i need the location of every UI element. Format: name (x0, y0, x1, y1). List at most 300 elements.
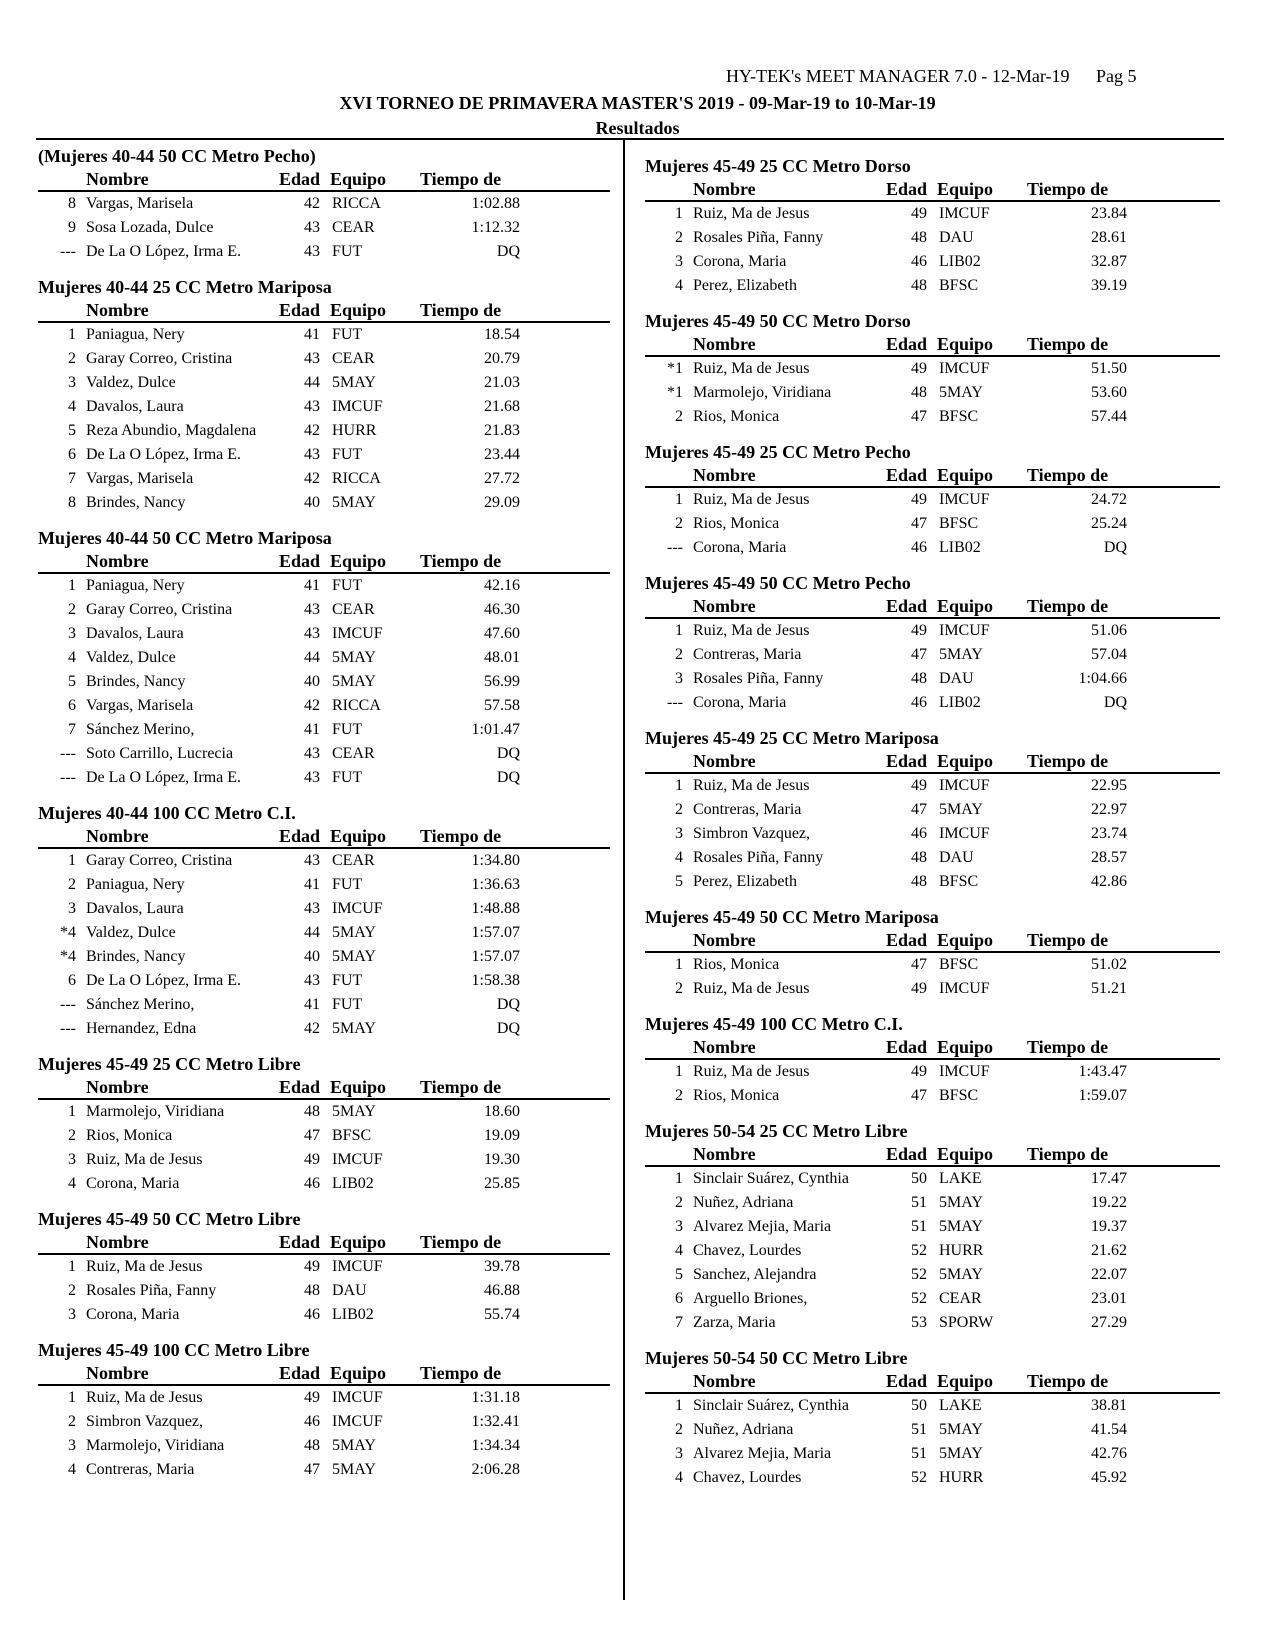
age: 41 (304, 996, 320, 1013)
age: 48 (911, 384, 927, 401)
column-header-row (38, 550, 610, 574)
column-header-row (645, 1143, 1220, 1167)
age: 49 (911, 360, 927, 377)
time: 41.54 (1091, 1421, 1127, 1438)
column-header-row (645, 750, 1220, 774)
time: 29.09 (484, 494, 520, 511)
swimmer-name: Valdez, Dulce (86, 374, 176, 391)
swimmer-name: De La O López, Irma E. (86, 446, 242, 463)
place: 2 (68, 1127, 76, 1144)
column-header-row (645, 178, 1220, 202)
age: 43 (304, 601, 320, 618)
left-column (38, 144, 610, 1493)
column-header-row (645, 595, 1220, 619)
swimmer-name: Sánchez Merino, (86, 996, 195, 1013)
age: 46 (304, 1413, 320, 1430)
team: CEAR (332, 601, 375, 618)
time: DQ (496, 996, 520, 1013)
header-place (38, 168, 76, 190)
age: 46 (911, 825, 927, 842)
header-place (645, 178, 683, 200)
swimmer-name: Rios, Monica (693, 515, 780, 532)
place: *1 (667, 360, 683, 377)
team: IMCUF (332, 900, 383, 917)
team: FUT (332, 243, 363, 260)
age: 43 (304, 243, 320, 260)
swimmer-name: Contreras, Maria (693, 646, 802, 663)
team: RICCA (332, 697, 381, 714)
result-row (645, 643, 1220, 667)
swimmer-name: Rosales Piña, Fanny (693, 849, 824, 866)
swimmer-name: Alvarez Mejia, Maria (693, 1445, 832, 1462)
results-subtitle: Resultados (595, 118, 680, 138)
age: 48 (911, 277, 927, 294)
result-row (645, 1394, 1220, 1418)
header-name: Nombre (86, 169, 149, 189)
result-row (645, 822, 1220, 846)
result-row (38, 1303, 610, 1327)
place: --- (60, 996, 76, 1013)
time: 25.85 (484, 1175, 520, 1192)
age: 41 (304, 721, 320, 738)
place: 1 (68, 1258, 76, 1275)
result-row (645, 357, 1220, 381)
age: 41 (304, 326, 320, 343)
time: 23.01 (1091, 1290, 1127, 1307)
swimmer-name: Valdez, Dulce (86, 649, 176, 666)
column-header-row (38, 299, 610, 323)
header-name: Nombre (86, 551, 149, 571)
place: 6 (675, 1290, 683, 1307)
age: 40 (304, 494, 320, 511)
swimmer-name: Simbron Vazquez, (693, 825, 811, 842)
time: 38.81 (1091, 1397, 1127, 1414)
swimmer-name: Ruiz, Ma de Jesus (86, 1389, 203, 1406)
header-time: Tiempo de (1027, 334, 1109, 354)
result-row (645, 1442, 1220, 1466)
team: LIB02 (939, 253, 981, 270)
event-block (38, 1207, 610, 1327)
event-title: Mujeres 45-49 100 CC Metro Libre (38, 1340, 310, 1360)
time: 1:57.07 (471, 948, 520, 965)
result-row (38, 419, 610, 443)
swimmer-name: Marmolejo, Viridiana (86, 1103, 225, 1120)
event-block (38, 1338, 610, 1482)
result-row (645, 1466, 1220, 1490)
result-row (645, 1287, 1220, 1311)
time: 42.86 (1091, 873, 1127, 890)
team: 5MAY (332, 374, 376, 391)
swimmer-name: Ruiz, Ma de Jesus (693, 777, 810, 794)
result-row (38, 1124, 610, 1148)
result-row (38, 718, 610, 742)
swimmer-name: Contreras, Maria (693, 801, 802, 818)
page-header-software (726, 66, 1137, 87)
place: 1 (68, 852, 76, 869)
header-age: Edad (885, 465, 927, 485)
swimmer-name: Ruiz, Ma de Jesus (693, 491, 810, 508)
time: 42.76 (1091, 1445, 1127, 1462)
event-block (645, 154, 1220, 298)
result-row (38, 371, 610, 395)
result-row (38, 1017, 610, 1041)
time: 56.99 (484, 673, 520, 690)
time: 28.57 (1091, 849, 1127, 866)
header-time: Tiempo de (420, 300, 502, 320)
place: 1 (675, 491, 683, 508)
age: 52 (911, 1290, 927, 1307)
result-row (38, 742, 610, 766)
column-divider (623, 140, 625, 1600)
team: LIB02 (332, 1175, 374, 1192)
age: 46 (304, 1306, 320, 1323)
swimmer-name: Ruiz, Ma de Jesus (693, 980, 810, 997)
age: 52 (911, 1242, 927, 1259)
event-title: Mujeres 40-44 25 CC Metro Mariposa (38, 277, 332, 297)
team: CEAR (332, 219, 375, 236)
team: HURR (939, 1242, 984, 1259)
swimmer-name: Brindes, Nancy (86, 494, 186, 511)
age: 46 (911, 253, 927, 270)
header-name: Nombre (693, 179, 756, 199)
time: 19.37 (1091, 1218, 1127, 1235)
age: 47 (304, 1461, 320, 1478)
header-age: Edad (885, 179, 927, 199)
place: 2 (675, 980, 683, 997)
age: 52 (911, 1469, 927, 1486)
swimmer-name: Ruiz, Ma de Jesus (86, 1258, 203, 1275)
column-header-row (645, 333, 1220, 357)
place: 4 (675, 1469, 683, 1486)
age: 42 (304, 422, 320, 439)
swimmer-name: De La O López, Irma E. (86, 769, 242, 786)
header-time: Tiempo de (1027, 179, 1109, 199)
team: LIB02 (939, 694, 981, 711)
swimmer-name: Davalos, Laura (86, 398, 184, 415)
swimmer-name: Rios, Monica (693, 956, 780, 973)
age: 43 (304, 398, 320, 415)
time: 46.30 (484, 601, 520, 618)
header-place (645, 750, 683, 772)
place: 1 (68, 577, 76, 594)
event-block (645, 440, 1220, 560)
result-row (38, 1172, 610, 1196)
time: 1:31.18 (471, 1389, 520, 1406)
place: 1 (68, 1389, 76, 1406)
time: 23.44 (484, 446, 520, 463)
header-name: Nombre (693, 930, 756, 950)
swimmer-name: Corona, Maria (86, 1175, 180, 1192)
time: 1:43.47 (1078, 1063, 1127, 1080)
time: DQ (496, 745, 520, 762)
age: 49 (304, 1389, 320, 1406)
time: 1:34.80 (471, 852, 520, 869)
place: 3 (675, 1445, 683, 1462)
result-row (645, 1239, 1220, 1263)
time: 1:12.32 (471, 219, 520, 236)
header-time: Tiempo de (1027, 1037, 1109, 1057)
age: 47 (304, 1127, 320, 1144)
age: 49 (304, 1258, 320, 1275)
result-row (38, 192, 610, 216)
place: --- (60, 745, 76, 762)
age: 49 (911, 205, 927, 222)
place: 3 (68, 1437, 76, 1454)
team: 5MAY (939, 801, 983, 818)
age: 50 (911, 1397, 927, 1414)
swimmer-name: Ruiz, Ma de Jesus (86, 1151, 203, 1168)
place: 1 (68, 1103, 76, 1120)
time: 47.60 (484, 625, 520, 642)
age: 47 (911, 646, 927, 663)
time: 21.62 (1091, 1242, 1127, 1259)
header-team: Equipo (330, 1232, 387, 1252)
result-row (38, 873, 610, 897)
time: 45.92 (1091, 1469, 1127, 1486)
result-row (645, 1311, 1220, 1335)
header-age: Edad (278, 1232, 320, 1252)
team: 5MAY (332, 1461, 376, 1478)
event-block (645, 1012, 1220, 1108)
column-header-row (645, 1036, 1220, 1060)
team: CEAR (332, 350, 375, 367)
swimmer-name: Ruiz, Ma de Jesus (693, 205, 810, 222)
swimmer-name: Reza Abundio, Magdalena (86, 422, 257, 439)
team: CEAR (332, 852, 375, 869)
age: 40 (304, 948, 320, 965)
age: 43 (304, 972, 320, 989)
team: BFSC (939, 408, 979, 425)
time: 1:57.07 (471, 924, 520, 941)
team: IMCUF (332, 625, 383, 642)
time: 21.68 (484, 398, 520, 415)
result-row (645, 1084, 1220, 1108)
header-age: Edad (278, 826, 320, 846)
result-row (645, 774, 1220, 798)
result-row (645, 870, 1220, 894)
time: 1:36.63 (471, 876, 520, 893)
result-row (38, 670, 610, 694)
age: 48 (304, 1437, 320, 1454)
team: 5MAY (939, 646, 983, 663)
result-row (38, 694, 610, 718)
team: FUT (332, 769, 363, 786)
team: HURR (939, 1469, 984, 1486)
team: 5MAY (939, 1218, 983, 1235)
header-place (645, 929, 683, 951)
team: IMCUF (332, 1258, 383, 1275)
place: 4 (68, 649, 76, 666)
result-row (645, 667, 1220, 691)
team: RICCA (332, 195, 381, 212)
swimmer-name: Vargas, Marisela (86, 470, 194, 487)
header-name: Nombre (86, 1077, 149, 1097)
header-time: Tiempo de (1027, 751, 1109, 771)
time: 20.79 (484, 350, 520, 367)
age: 41 (304, 577, 320, 594)
team: DAU (939, 849, 974, 866)
swimmer-name: Brindes, Nancy (86, 673, 186, 690)
place: 3 (68, 374, 76, 391)
header-team: Equipo (937, 179, 994, 199)
team: 5MAY (939, 1194, 983, 1211)
age: 42 (304, 470, 320, 487)
time: 32.87 (1091, 253, 1127, 270)
header-team: Equipo (937, 751, 994, 771)
swimmer-name: Chavez, Lourdes (693, 1242, 802, 1259)
swimmer-name: Paniagua, Nery (86, 326, 185, 343)
swimmer-name: Vargas, Marisela (86, 195, 194, 212)
swimmer-name: Marmolejo, Viridiana (86, 1437, 225, 1454)
place: --- (60, 1020, 76, 1037)
swimmer-name: Davalos, Laura (86, 625, 184, 642)
team: SPORW (939, 1314, 994, 1331)
result-row (645, 619, 1220, 643)
team: IMCUF (939, 980, 990, 997)
time: 27.72 (484, 470, 520, 487)
header-place (645, 1143, 683, 1165)
place: --- (60, 243, 76, 260)
team: FUT (332, 996, 363, 1013)
event-block (38, 526, 610, 790)
team: LAKE (939, 1397, 982, 1414)
time: 22.07 (1091, 1266, 1127, 1283)
time: 42.16 (484, 577, 520, 594)
age: 48 (304, 1282, 320, 1299)
team: CEAR (939, 1290, 982, 1307)
result-row (38, 945, 610, 969)
header-team: Equipo (330, 169, 387, 189)
place: 1 (675, 1063, 683, 1080)
team: FUT (332, 577, 363, 594)
place: 1 (675, 777, 683, 794)
result-row (38, 1148, 610, 1172)
event-block (645, 309, 1220, 429)
column-header-row (38, 1362, 610, 1386)
team: 5MAY (332, 948, 376, 965)
column-header-row (645, 464, 1220, 488)
place: 4 (68, 398, 76, 415)
team: DAU (939, 229, 974, 246)
team: 5MAY (939, 1445, 983, 1462)
header-time: Tiempo de (420, 1363, 502, 1383)
place: 3 (675, 1218, 683, 1235)
time: 39.19 (1091, 277, 1127, 294)
age: 52 (911, 1266, 927, 1283)
swimmer-name: Sinclair Suárez, Cynthia (693, 1170, 849, 1187)
place: *1 (667, 384, 683, 401)
age: 48 (304, 1103, 320, 1120)
time: 1:32.41 (471, 1413, 520, 1430)
place: 8 (68, 195, 76, 212)
result-row (645, 846, 1220, 870)
header-age: Edad (885, 1144, 927, 1164)
swimmer-name: Sánchez Merino, (86, 721, 195, 738)
age: 42 (304, 697, 320, 714)
team: DAU (939, 670, 974, 687)
place: 7 (68, 470, 76, 487)
swimmer-name: Contreras, Maria (86, 1461, 195, 1478)
age: 44 (304, 924, 320, 941)
place: 7 (675, 1314, 683, 1331)
place: 6 (68, 972, 76, 989)
result-row (645, 405, 1220, 429)
swimmer-name: Corona, Maria (693, 253, 787, 270)
result-row (645, 381, 1220, 405)
swimmer-name: Rosales Piña, Fanny (86, 1282, 217, 1299)
place: 2 (68, 601, 76, 618)
age: 46 (911, 539, 927, 556)
time: 57.58 (484, 697, 520, 714)
event-title: Mujeres 50-54 50 CC Metro Libre (645, 1348, 908, 1368)
place: 1 (675, 205, 683, 222)
header-time: Tiempo de (1027, 1144, 1109, 1164)
age: 51 (911, 1445, 927, 1462)
team: LIB02 (332, 1306, 374, 1323)
event-block (645, 726, 1220, 894)
column-header-row (38, 1076, 610, 1100)
event-title: Mujeres 45-49 25 CC Metro Dorso (645, 156, 911, 176)
result-row (38, 1255, 610, 1279)
result-row (38, 240, 610, 264)
place: --- (60, 769, 76, 786)
swimmer-name: Garay Correo, Cristina (86, 852, 233, 869)
header-place (645, 1370, 683, 1392)
header-name: Nombre (693, 1371, 756, 1391)
swimmer-name: Hernandez, Edna (86, 1020, 197, 1037)
time: 57.04 (1091, 646, 1127, 663)
team: FUT (332, 972, 363, 989)
place: 2 (675, 646, 683, 663)
place: 2 (68, 350, 76, 367)
team: 5MAY (939, 384, 983, 401)
time: 1:04.66 (1078, 670, 1127, 687)
header-place (38, 550, 76, 572)
header-age: Edad (885, 334, 927, 354)
page-number: Pag 5 (1096, 66, 1137, 86)
time: 53.60 (1091, 384, 1127, 401)
age: 44 (304, 374, 320, 391)
time: 19.09 (484, 1127, 520, 1144)
age: 43 (304, 769, 320, 786)
team: FUT (332, 721, 363, 738)
age: 53 (911, 1314, 927, 1331)
header-place (38, 1362, 76, 1384)
header-name: Nombre (86, 300, 149, 320)
result-row (38, 849, 610, 873)
header-age: Edad (885, 930, 927, 950)
result-row (38, 347, 610, 371)
place: 1 (68, 326, 76, 343)
result-row (38, 1386, 610, 1410)
result-row (645, 691, 1220, 715)
time: DQ (1103, 694, 1127, 711)
event-title: (Mujeres 40-44 50 CC Metro Pecho) (38, 146, 316, 166)
header-name: Nombre (693, 1037, 756, 1057)
event-block (645, 1346, 1220, 1490)
swimmer-name: Rios, Monica (693, 408, 780, 425)
header-age: Edad (278, 1077, 320, 1097)
header-place (38, 1076, 76, 1098)
swimmer-name: Zarza, Maria (693, 1314, 776, 1331)
event-title: Mujeres 40-44 50 CC Metro Mariposa (38, 528, 332, 548)
age: 48 (911, 670, 927, 687)
place: 5 (68, 673, 76, 690)
header-team: Equipo (937, 596, 994, 616)
time: 1:59.07 (1078, 1087, 1127, 1104)
place: 4 (675, 1242, 683, 1259)
header-team: Equipo (937, 1037, 994, 1057)
